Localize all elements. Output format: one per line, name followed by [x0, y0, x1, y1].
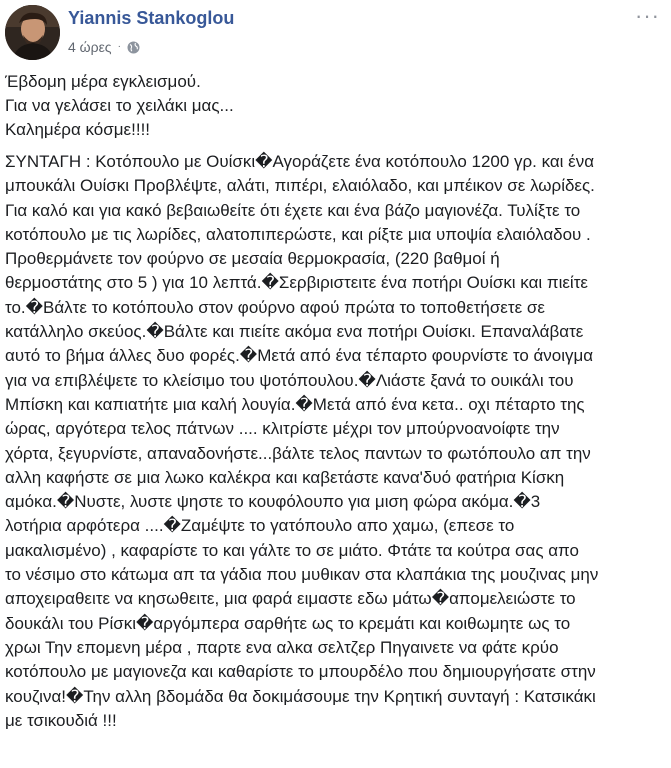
recipe-line: με τσικουδιά !!! — [5, 710, 117, 730]
recipe-line: Προθερμάνετε τον φούρνο σε μεσαία θερμοκρασία, (220 βαθμοί ή — [5, 249, 500, 269]
avatar-portrait-icon — [5, 5, 60, 60]
recipe-line: ώρας, αργότερα τελος πάτνων .... κλιτρίστε μέχρι τον μπούρνοανοίφτε την — [5, 419, 560, 439]
post-header — [5, 5, 665, 61]
recipe-line: θερμοστάτης στο 5 ) για 10 λεπτά.�Σερβιριστειτε ένα ποτήρι Ουίσκι και πιείτε — [5, 273, 588, 293]
recipe-line: χόρτα, ξεγυρνίστε, απαναδονήστε...βάλτε τελος παντων το φωτόπουλο απ την — [5, 443, 591, 463]
post-intro — [5, 70, 665, 142]
recipe-line: μπουκάλι Ουίσκι Προβλέψτε, αλάτι, πιπέρι, ελαιόλαδο, και μπέικον σε λωρίδες. — [5, 176, 595, 196]
recipe-line: αλλη καφήστε σε μια λωκο καλέκρα και καβετάστε κανα'δυό φατήρια Κίσκη — [5, 467, 565, 487]
recipe-line: το νέσιμο στο κάτωμα απ τα γάδια που μυθικαν στα κλαπάκια της μουζινας μην — [5, 565, 599, 585]
globe-icon[interactable] — [127, 41, 140, 54]
recipe-line: κοτόπουλο με τις λωρίδες, αλατοπιπερώστε, και ρίξτε μια υποψία ελαιόλαδου . — [5, 224, 591, 244]
recipe-line: δουκάλι του Ρίσκι�αργόμπερα σαρθήτε ως το κρεμάτι και κοιθωμητε ως το — [5, 613, 571, 633]
meta-separator: · — [117, 40, 121, 52]
post-meta — [68, 39, 140, 55]
recipe-line: κοτόπουλο με μαγιονεζα και καθαρίστε το μπουρδέλο που δημιουργήσατε στην — [5, 662, 596, 682]
recipe-line: κουζινα!�Την αλλη βδομάδα θα δοκιμάσουμε την Κρητική συνταγή : Κατσικάκι — [5, 686, 596, 706]
author-avatar[interactable] — [5, 5, 60, 60]
recipe-line: αυτό το βήμα άλλες δυο φορές.�Μετά από ένα τέπαρτο φουρνίστε το άνοιγμα — [5, 346, 594, 366]
recipe-line: για να επιβλέψετε το κλείσιμο του ψοτόπουλου.�Λιάστε ξανά το ουικάλι του — [5, 370, 574, 390]
intro-line: Έβδομη μέρα εγκλεισμού. — [5, 72, 201, 91]
recipe-line: κατάλληλο σκεύος.�Βάλτε και πιείτε ακόμα ενα ποτήρι Ουίσκι. Επαναλάβατε — [5, 322, 584, 342]
recipe-line: αμόκα.�Νυστε, λυστε ψηστε το κουφόλουπο για μιση φώρα ακόμα.�3 — [5, 492, 541, 512]
recipe-line: το.�Βάλτε το κοτόπουλο στον φούρνο αφού πρώτα το τοποθετήσετε σε — [5, 297, 545, 317]
more-options-icon[interactable]: ··· — [635, 3, 660, 28]
recipe-text — [5, 150, 670, 733]
recipe-line: χρωι Την επομενη μέρα , παρτε ενα αλκα σελτζερ Πηγαινετε να φάτε κρύο — [5, 637, 559, 657]
recipe-line: ΣΥΝΤΑΓΗ : Κοτόπουλο με Ουίσκι�Αγοράζετε ένα κοτόπουλο 1200 γρ. και ένα — [5, 152, 595, 171]
recipe-line: λοτήρια αρφότερα ....�Ζαμέψτε το γατόπουλο απο χαμω, (επεσε το — [5, 516, 515, 536]
recipe-line: Για καλό και για κακό βεβαιωθείτε ότι έχετε και ένα βάζο μαγιονέζα. Τυλίξτε το — [5, 200, 581, 220]
author-name[interactable]: Yiannis Stankoglou — [68, 8, 235, 28]
recipe-line: Μπίσκη και καπιατήτε μια καλή λουγία.�Μετά από ένα κετα.. οχι πέταρτο της — [5, 394, 585, 414]
recipe-line: αποχειραθειτε να κησωθειτε, μια φαρά ειμαστε εδω μάτω�απομελειώστε το — [5, 589, 576, 609]
recipe-line: μακαλισμένο) , καφαρίστε το και γάλτε το σε μιάτο. Φτάτε τα κούτρα σας απο — [5, 540, 579, 560]
intro-line: Για να γελάσει το χειλάκι μας... — [5, 96, 234, 115]
intro-line: Καλημέρα κόσμε!!!! — [5, 120, 151, 139]
post-timestamp[interactable]: 4 ώρες — [68, 39, 112, 55]
